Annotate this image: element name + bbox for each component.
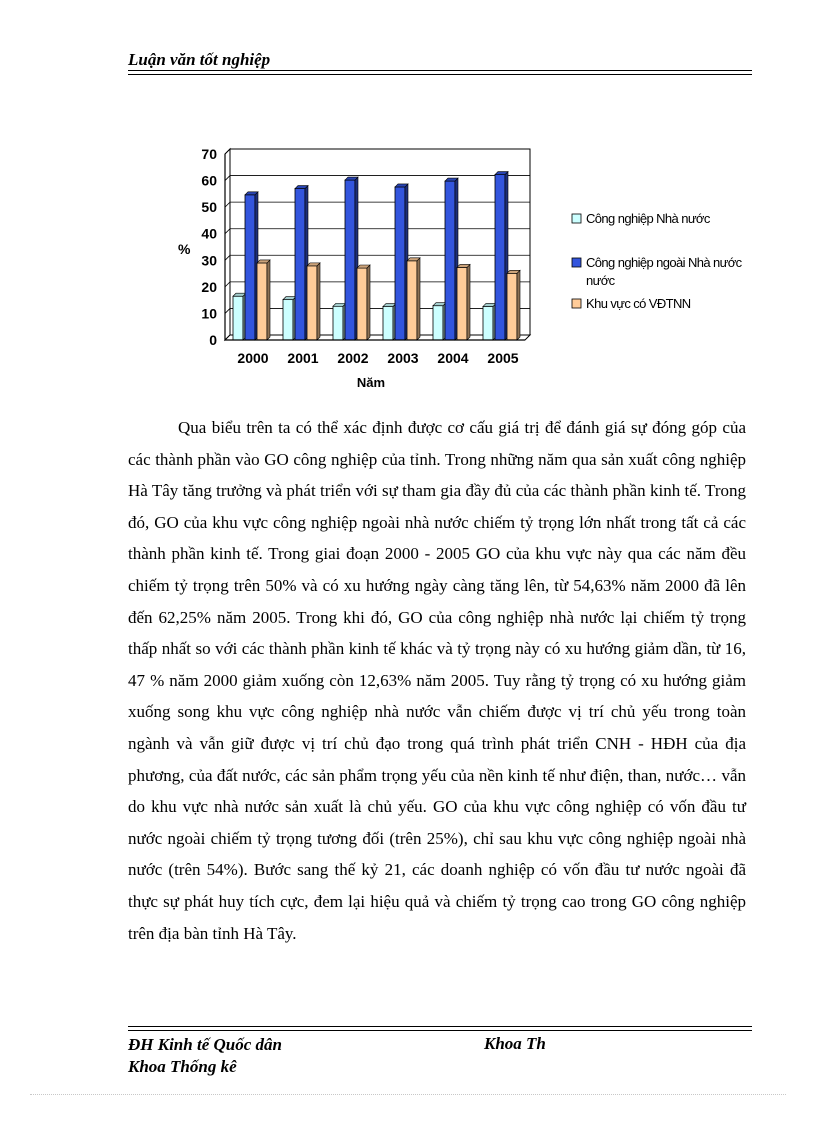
y-tick-label: 60	[201, 172, 217, 189]
footer-left	[128, 1034, 282, 1078]
x-tick-label: 2003	[387, 350, 419, 366]
bar	[433, 303, 446, 340]
x-tick-label: 2001	[287, 350, 319, 366]
bar	[383, 304, 396, 340]
footer-right: Khoa Th	[484, 1034, 546, 1053]
bar	[395, 184, 408, 340]
header-rule	[128, 70, 752, 75]
bar	[257, 260, 270, 340]
x-tick-label: 2004	[437, 350, 469, 366]
bar-side	[317, 263, 320, 340]
footer-rule	[128, 1026, 752, 1031]
legend-label-nonstate-line2: nước	[586, 273, 615, 288]
bar	[307, 263, 320, 340]
bar	[345, 177, 358, 340]
bar	[245, 192, 258, 340]
bar-front	[283, 300, 293, 340]
y-tick-label: 0	[209, 332, 217, 348]
bar-front	[407, 261, 417, 340]
y-tick-label: 50	[201, 199, 217, 216]
y-tick-label: 20	[201, 278, 217, 295]
bottom-dotted-line	[30, 1094, 786, 1095]
x-tick-label: 2002	[337, 350, 369, 366]
y-tick-label: 40	[201, 225, 217, 242]
y-tick-label: 30	[201, 252, 217, 269]
bar	[483, 303, 496, 340]
bar-front	[495, 175, 505, 340]
body-paragraph: Qua biểu trên ta có thể xác định được cơ cấu giá trị để đánh giá sự đóng góp của các thành phần vào GO công nghiệp của tỉnh. Trong những năm qua sản xuất công nghiệp Hà Tây tăng trưởng và phát triển với sự tham gia đầy đủ của các thành phần kinh tế. Trong đó, GO của khu vực công nghiệp ngoài nhà nước chiếm tỷ trọng lớn nhất trong tất cả các thành phần kinh tế. Trong giai đoạn 2000 - 2005 GO của khu vực này qua các năm đều chiếm tỷ trọng trên 50% và có xu hướng ngày càng tăng lên, từ 54,63% năm 2000 đã lên đến 62,25% năm 2005. Trong khi đó, GO của công nghiệp nhà nước lại chiếm tỷ trọng thấp nhất so với các thành phần kinh tế khác và tỷ trọng này có xu hướng giảm dần, từ 16, 47 % năm 2000 giảm xuống còn 12,63% năm 2005. Tuy rằng tỷ trọng có xu hướng giảm xuống song khu vực công nghiệp nhà nước vẫn chiếm được vị trí chủ yếu trong toàn ngành và vẫn giữ được vị trí chủ đạo trong quá trình phát triển CNH - HĐH của địa phương, của đất nước, các sản phẩm trọng yếu của nền kinh tế như điện, than, nước… vẫn do khu vực nhà nước sản xuất là chủ yếu. GO của khu vực công nghiệp có vốn đầu tư nước ngoài chiếm tỷ trọng tương đối (trên 25%), chỉ sau khu vực công nghiệp ngoài nhà nước (trên 54%). Bước sang thế kỷ 21, các doanh nghiệp có vốn đầu tư nước ngoài đã thực sự phát huy tích cực, đem lại hiệu quả và chiếm tỷ trọng cao trong GO công nghiệp trên địa bàn tỉnh Hà Tây.	[128, 418, 746, 943]
bar	[357, 265, 370, 340]
page-header-title: Luận văn tốt nghiệp	[128, 50, 271, 69]
bar	[295, 186, 308, 340]
bar-front	[333, 306, 343, 340]
x-tick-label: 2005	[487, 350, 519, 366]
bar-front	[245, 195, 255, 340]
bar-front	[307, 266, 317, 340]
bar-front	[395, 187, 405, 340]
legend-swatch-fdi	[572, 299, 581, 308]
bar-chart	[170, 140, 770, 400]
bar-front	[345, 180, 355, 340]
bar-front	[357, 268, 367, 340]
bar-side	[367, 265, 370, 340]
bar-front	[507, 273, 517, 340]
bar	[507, 270, 520, 340]
y-tick-label: 10	[201, 305, 217, 322]
legend-swatch-nonstate	[572, 258, 581, 267]
bar-front	[383, 307, 393, 340]
bar-side	[417, 258, 420, 340]
legend-label-state: Công nghiệp Nhà nước	[586, 211, 710, 226]
chart-legend	[572, 211, 743, 311]
y-tick-label: 70	[201, 146, 217, 162]
bar-front	[257, 263, 267, 340]
footer-faculty: Khoa Thống kê	[128, 1057, 237, 1076]
y-axis-label: %	[178, 241, 191, 257]
bar-side	[517, 270, 520, 340]
legend-label-nonstate: Công nghiệp ngoài Nhà nước	[586, 255, 742, 270]
bar	[457, 264, 470, 340]
x-tick-label: 2000	[237, 350, 269, 366]
bar-front	[433, 306, 443, 340]
bar	[283, 297, 296, 340]
footer-school: ĐH Kinh tế Quốc dân	[128, 1035, 282, 1054]
bar-front	[457, 267, 467, 340]
bar	[407, 258, 420, 340]
bar-front	[483, 306, 493, 340]
bar-front	[445, 181, 455, 340]
bar-side	[467, 264, 470, 340]
legend-swatch-state	[572, 214, 581, 223]
bar-front	[233, 296, 243, 340]
bar-side	[267, 260, 270, 340]
bar	[495, 172, 508, 340]
legend-label-fdi: Khu vực có VĐTNN	[586, 296, 691, 311]
bar	[333, 303, 346, 340]
bar	[233, 293, 246, 340]
bar	[445, 178, 458, 340]
bar-front	[295, 189, 305, 340]
x-axis-label: Năm	[356, 375, 386, 390]
